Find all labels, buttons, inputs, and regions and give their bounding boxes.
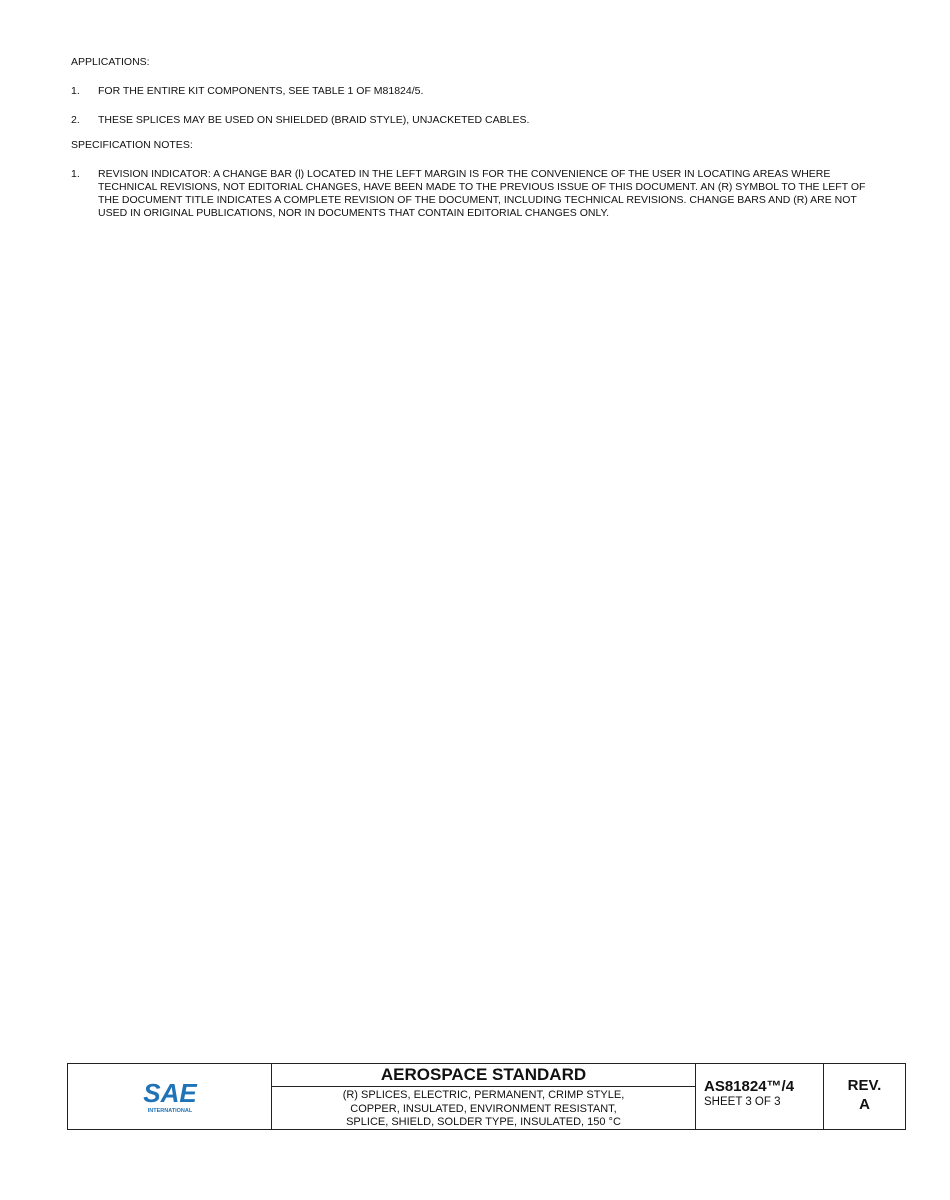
- list-item: [71, 85, 871, 98]
- item-number: 2.: [71, 114, 80, 126]
- sae-logo-icon: [135, 1079, 205, 1115]
- revision-value: A: [859, 1096, 870, 1113]
- title-line: SPLICE, SHIELD, SOLDER TYPE, INSULATED, 150 °C: [346, 1116, 621, 1128]
- logo-cell: [68, 1064, 272, 1129]
- item-number: 1.: [71, 168, 80, 180]
- document-title: [272, 1087, 695, 1130]
- title-line: (R) SPLICES, ELECTRIC, PERMANENT, CRIMP STYLE,: [342, 1089, 625, 1101]
- sheet-number: SHEET 3 OF 3: [704, 1096, 781, 1108]
- item-text: REVISION INDICATOR: A CHANGE BAR (l) LOCATED IN THE LEFT MARGIN IS FOR THE CONVENIENCE OF THE USER IN LOCATING AREAS WHERE TECHNICAL REVISIONS, NOT EDITORIAL CHANGES, HAVE BEEN MADE TO THE PREVIOUS ISSUE OF THIS DOCUMENT. AN (R) SYMBOL TO THE LEFT OF THE DOCUMENT TITLE INDICATES A COMPLETE REVISION OF THE DOCUMENT, INCLUDING TECHNICAL REVISIONS. CHANGE BARS AND (R) ARE NOT USED IN ORIGINAL PUBLICATIONS, NOR IN DOCUMENTS THAT CONTAIN EDITORIAL CHANGES ONLY.: [98, 168, 866, 219]
- spec-notes-heading: SPECIFICATION NOTES:: [71, 139, 193, 151]
- logo-subtext: INTERNATIONAL: [147, 1107, 192, 1114]
- applications-heading: APPLICATIONS:: [71, 56, 150, 68]
- title-cell: [272, 1064, 696, 1129]
- title-block: [67, 1063, 906, 1130]
- standard-heading: AEROSPACE STANDARD: [272, 1064, 695, 1087]
- document-body: [71, 56, 871, 236]
- doc-number: AS81824™/4: [704, 1078, 795, 1095]
- item-number: 1.: [71, 85, 80, 97]
- doc-number-cell: [696, 1064, 824, 1129]
- list-item: [71, 168, 871, 220]
- list-item: [71, 114, 871, 127]
- item-text: THESE SPLICES MAY BE USED ON SHIELDED (BRAID STYLE), UNJACKETED CABLES.: [98, 114, 530, 126]
- revision-label: REV.: [847, 1077, 882, 1094]
- logo-mark: SAE: [142, 1078, 197, 1108]
- item-text: FOR THE ENTIRE KIT COMPONENTS, SEE TABLE 1 OF M81824/5.: [98, 85, 424, 97]
- title-line: COPPER, INSULATED, ENVIRONMENT RESISTANT,: [350, 1102, 617, 1115]
- revision-cell: [824, 1064, 905, 1129]
